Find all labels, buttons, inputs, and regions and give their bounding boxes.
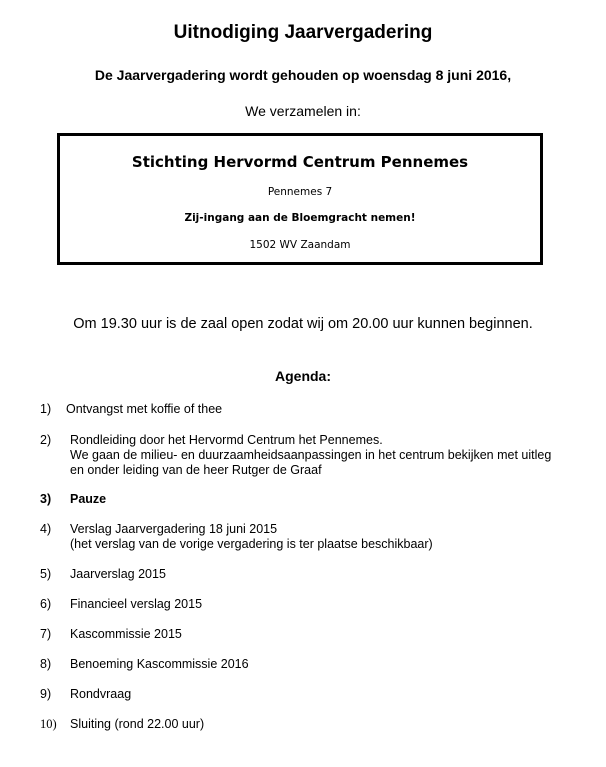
agenda-item-text: Ontvangst met koffie of thee	[66, 402, 223, 416]
agenda-item-text: Pauze	[70, 492, 107, 506]
page-title: Uitnodiging Jaarvergadering	[173, 22, 433, 43]
agenda-item-text: Rondvraag	[70, 687, 132, 701]
agenda-item-text: We gaan de milieu- en duurzaamheidsaanpassingen in het centrum bekijken met uitleg	[70, 448, 552, 462]
agenda-item-number: 3)	[40, 492, 52, 506]
agenda-item-text: Financieel verslag 2015	[70, 597, 203, 611]
meeting-date-line: De Jaarvergadering wordt gehouden op woensdag 8 juni 2016,	[94, 67, 512, 83]
agenda-item-number: 1)	[40, 402, 52, 416]
agenda-item-text: Verslag Jaarvergadering 18 juni 2015	[70, 522, 278, 536]
location-box	[57, 133, 543, 265]
agenda-item-number: 7)	[40, 627, 52, 641]
location-entrance-note: Zij-ingang aan de Bloemgracht nemen!	[184, 212, 416, 224]
location-name: Stichting Hervormd Centrum Pennemes	[131, 153, 469, 171]
agenda-item-text: Rondleiding door het Hervormd Centrum het Pennemes.	[70, 433, 383, 447]
agenda-item-number: 4)	[40, 522, 52, 536]
agenda-item-text: (het verslag van de vorige vergadering is ter plaatse beschikbaar)	[70, 537, 433, 551]
agenda-item-text: en onder leiding van de heer Rutger de Graaf	[70, 463, 322, 477]
agenda-item-text: Benoeming Kascommissie 2016	[70, 657, 249, 671]
agenda-item-number: 8)	[40, 657, 52, 671]
agenda-item-number: 6)	[40, 597, 52, 611]
gather-line: We verzamelen in:	[245, 103, 361, 119]
opening-time-line: Om 19.30 uur is de zaal open zodat wij om 20.00 uur kunnen beginnen.	[73, 316, 533, 332]
agenda-item-text: Jaarverslag 2015	[70, 567, 166, 581]
agenda-item-text: Sluiting (rond 22.00 uur)	[70, 717, 205, 731]
location-city: 1502 WV Zaandam	[249, 239, 351, 251]
agenda-heading: Agenda:	[275, 368, 331, 384]
agenda-item-number: 9)	[40, 687, 52, 701]
agenda-item-number: 10)	[40, 717, 57, 731]
agenda-item-text: Kascommissie 2015	[70, 627, 182, 641]
agenda-item-number: 2)	[40, 433, 52, 447]
location-street: Pennemes 7	[267, 186, 333, 198]
agenda-item-number: 5)	[40, 567, 52, 581]
